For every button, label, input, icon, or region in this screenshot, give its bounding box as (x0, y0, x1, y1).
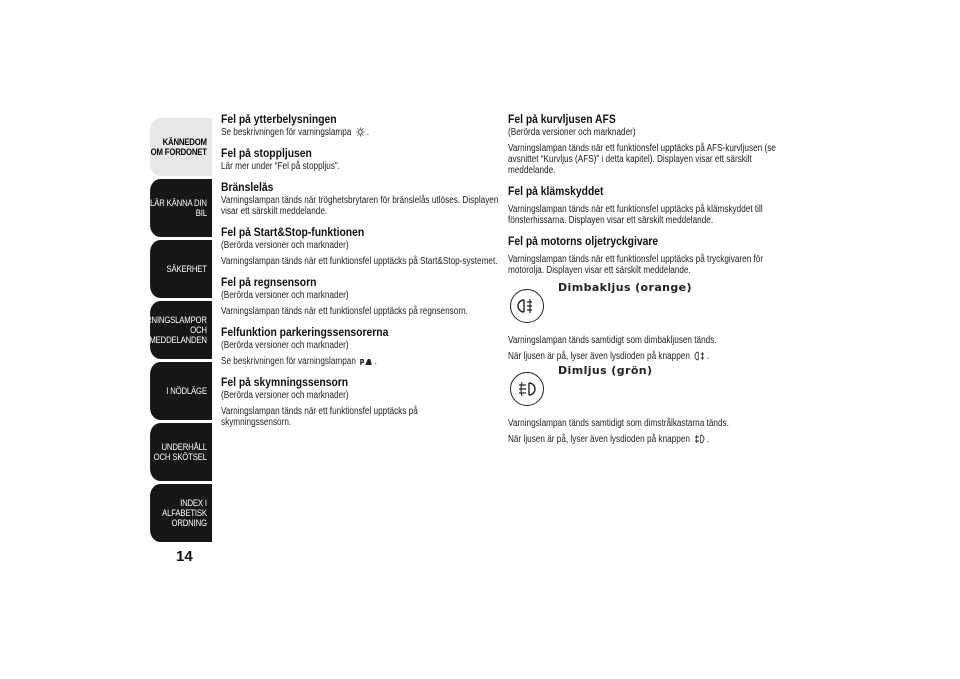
rear-fog-lamp-block (508, 281, 798, 325)
tab-label: I NÖDLÄGE (166, 386, 207, 396)
front-fog-body-1: Varningslampan tänds samtidigt som dimstrålkastarna tänds. (508, 418, 729, 429)
body-stop-lights: Lär mer under “Fel på stoppljus”. (221, 161, 340, 172)
svg-text:P: P (359, 357, 365, 367)
tab-lar-kanna-din-bil[interactable] (150, 179, 212, 237)
heading-exterior-light: Fel på ytterbelysningen (221, 114, 337, 126)
heading-fuel-lock: Bränslelås (221, 182, 274, 194)
period: . (366, 127, 370, 138)
rear-fog-title: Dimbakljus (orange) (558, 281, 692, 294)
rear-fog-light-icon (510, 289, 544, 323)
right-column (508, 114, 798, 445)
tab-varningslampor[interactable] (136, 301, 212, 359)
left-column (221, 114, 511, 428)
heading-start-stop: Fel på Start&Stop-funktionen (221, 227, 365, 239)
tab-sakerhet[interactable] (150, 240, 212, 298)
tab-label: VARNINGSLAMPOR OCH MEDDELANDEN (136, 315, 207, 345)
front-fog-lamp-block (508, 364, 798, 408)
heading-afs: Fel på kurvljusen AFS (508, 114, 616, 126)
body-parking-sensors: Se beskrivningen för varningslampan P . (221, 356, 377, 367)
tab-index[interactable] (150, 484, 212, 542)
rear-fog-body-2: När ljusen är på, lyser även lysdioden på knappen . (508, 351, 710, 362)
tab-label: SÄKERHET (166, 264, 207, 274)
tab-kannedom-om-fordonet[interactable] (150, 118, 212, 176)
heading-dusk-sensor: Fel på skymningssensorn (221, 377, 349, 389)
period: . (374, 356, 377, 367)
heading-oil-pressure: Fel på motorns oljetryckgivare (508, 236, 659, 248)
heading-parking-sensors: Felfunktion parkeringssensorerna (221, 327, 389, 339)
heading-anti-pinch: Fel på klämskyddet (508, 186, 604, 198)
front-fog-title: Dimljus (grön) (558, 364, 653, 377)
exterior-light-fault-icon (355, 127, 365, 137)
rear-fog-body-1: Varningslampan tänds samtidigt som dimbakljusen tänds. (508, 335, 717, 346)
body-fuel-lock: Varningslampan tänds när tröghetsbrytaren för bränslelås utlöses. Displayen visar ett särskilt meddelande. (221, 195, 499, 217)
body-rain-sensor: Varningslampan tänds när ett funktionsfel upptäcks på regnsensorn. (221, 306, 468, 317)
tab-i-nodlage[interactable] (150, 362, 212, 420)
sub-afs: (Berörda versioner och marknader) (508, 127, 636, 138)
body-anti-pinch: Varningslampan tänds när ett funktionsfel upptäcks på klämskyddet till fönsterhissarna. Displayen visar ett särskilt meddelande. (508, 204, 763, 226)
parking-sensor-icon (360, 356, 373, 366)
tab-label: LÄR KÄNNA DIN BIL (150, 198, 207, 218)
period: . (706, 351, 710, 362)
tab-underhall[interactable] (150, 423, 212, 481)
body-dusk-sensor: Varningslampan tänds när ett funktionsfel upptäcks på skymningssensorn. (221, 406, 418, 428)
body-afs: Varningslampan tänds när ett funktionsfel upptäcks på AFS-kurvljusen (se avsnittet “Kurvljus (AFS)” i detta kapitel). Displayen visar ett särskilt meddelande. (508, 143, 776, 176)
front-fog-light-icon (510, 372, 544, 406)
body-oil-pressure: Varningslampan tänds när ett funktionsfel upptäcks på tryckgivaren för motorolja. Displayen visar ett särskilt meddelande. (508, 254, 764, 276)
heading-stop-lights: Fel på stoppljusen (221, 148, 312, 160)
rear-fog-button-icon (694, 351, 705, 361)
body-start-stop: Varningslampan tänds när ett funktionsfel upptäcks på Start&Stop-systemet. (221, 256, 498, 267)
sub-rain-sensor: (Berörda versioner och marknader) (221, 290, 349, 301)
body-exterior-light: Se beskrivningen för varningslampa . (221, 127, 370, 138)
sub-dusk-sensor: (Berörda versioner och marknader) (221, 390, 349, 401)
tab-label: INDEX I ALFABETISK ORDNING (162, 498, 207, 528)
front-fog-body-2: När ljusen är på, lyser även lysdioden på knappen . (508, 434, 710, 445)
sub-parking-sensors: (Berörda versioner och marknader) (221, 340, 349, 351)
heading-rain-sensor: Fel på regnsensorn (221, 277, 317, 289)
tab-label: UNDERHÅLL OCH SKÖTSEL (153, 442, 207, 462)
page-number: 14 (176, 548, 193, 565)
tab-label: KÄNNEDOM OM FORDONET (150, 137, 207, 157)
sub-start-stop: (Berörda versioner och marknader) (221, 240, 349, 251)
front-fog-button-icon (694, 434, 705, 444)
period: . (706, 434, 710, 445)
